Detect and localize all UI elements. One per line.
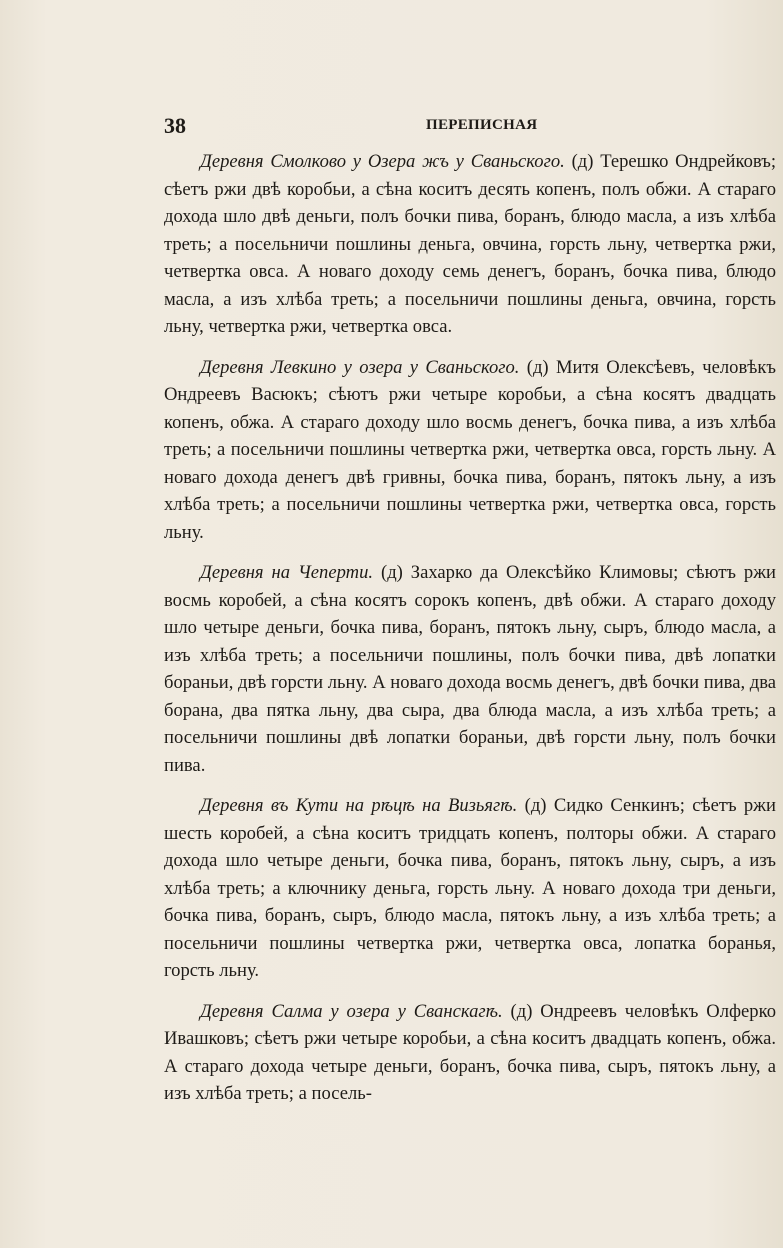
entry-text: (д) Митя Олексѣевъ, человѣкъ Ондреевъ Васюкъ; сѣютъ ржи четыре коробьи, а сѣна косятъ двадцать копенъ, обжа. А стараго доходу шло восмь денегъ, бочка пива, а изъ хлѣба треть; а посельничи пошлины четвертка ржи, четвертка овса, горсть льну. А новаго дохода денегъ двѣ гривны, бочка пива, боранъ, пятокъ льну, а изъ хлѣба треть; а посельничи пошлины четвертка ржи, четвертка овса, горсть льну.	[164, 356, 776, 543]
village-name: Деревня въ Кути на рѣцѣ на Визьягѣ.	[200, 795, 518, 816]
running-title: ПЕРЕПИСНАЯ	[426, 117, 538, 133]
page-header	[164, 113, 776, 143]
village-name: Деревня Левкино у озера у Сваньского.	[200, 356, 520, 378]
entry-levkino	[164, 354, 776, 547]
village-name: Деревня на Чеперти.	[200, 562, 374, 583]
entry-text: (д) Ондреевъ человѣкъ Олферко Ивашковъ; сѣетъ ржи четыре коробьи, а сѣна коситъ двадцать копенъ, обжа. А стараго дохода четыре деньги, боранъ, бочка пива, сыръ, пятокъ льну, а изъ хлѣба треть; а посель-	[164, 1000, 776, 1104]
body-text	[164, 148, 776, 1121]
village-name: Деревня Салма у озера у Сванскагѣ.	[200, 1000, 503, 1022]
entry-kuti	[164, 792, 776, 985]
entry-text: (д) Терешко Ондрейковъ; сѣетъ ржи двѣ коробьи, а сѣна коситъ десять копенъ, полъ обжи. А стараго дохода шло двѣ деньги, полъ бочки пива, боранъ, блюдо масла, а изъ хлѣба треть; а посельничи пошлины деньга, овчина, горсть льну, четвертка ржи, четвертка овса. А новаго доходу семь денегъ, боранъ, бочка пива, блюдо масла, а изъ хлѣба треть; а посельничи пошлины деньга, овчина, горсть льну, четвертка ржи, четвертка овса.	[164, 151, 776, 337]
entry-text: (д) Захарко да Олексѣйко Климовы; сѣютъ ржи восмь коробей, а сѣна косятъ сорокъ копенъ, двѣ обжи. А стараго доходу шло четыре деньги, бочка пива, боранъ, пятокъ льну, сыръ, блюдо масла, а изъ хлѣба треть; а посельничи пошлины, полъ бочки пива, двѣ лопатки бораньи, двѣ горсти льну. А новаго дохода восмь денегъ, двѣ бочки пива, два борана, два пятка льну, два сыра, два блюда масла, а изъ хлѣба треть; а посельничи пошлины двѣ лопатки бораньи, двѣ горсти льну, полъ бочки пива.	[164, 562, 777, 776]
entry-cheperti	[164, 559, 776, 779]
entry-text: (д) Сидко Сенкинъ; сѣетъ ржи шесть коробей, а сѣна коситъ тридцать копенъ, полторы обжи. А стараго дохода шло четыре деньги, бочка пива, боранъ, пятокъ льну, сыръ, а изъ хлѣба треть; а ключнику деньга, горсть льну. А новаго дохода три деньги, бочка пива, боранъ, сыръ, блюдо масла, пятокъ льну, а изъ хлѣба треть; а посельничи пошлины четвертка ржи, четвертка овса, лопатка боранья, горсть льну.	[164, 795, 776, 981]
page-number: 38	[164, 113, 186, 138]
village-name: Деревня Смолково у Озера жъ у Сваньского.	[200, 151, 565, 172]
entry-salma	[164, 998, 776, 1108]
entry-smolkovo	[164, 148, 776, 341]
